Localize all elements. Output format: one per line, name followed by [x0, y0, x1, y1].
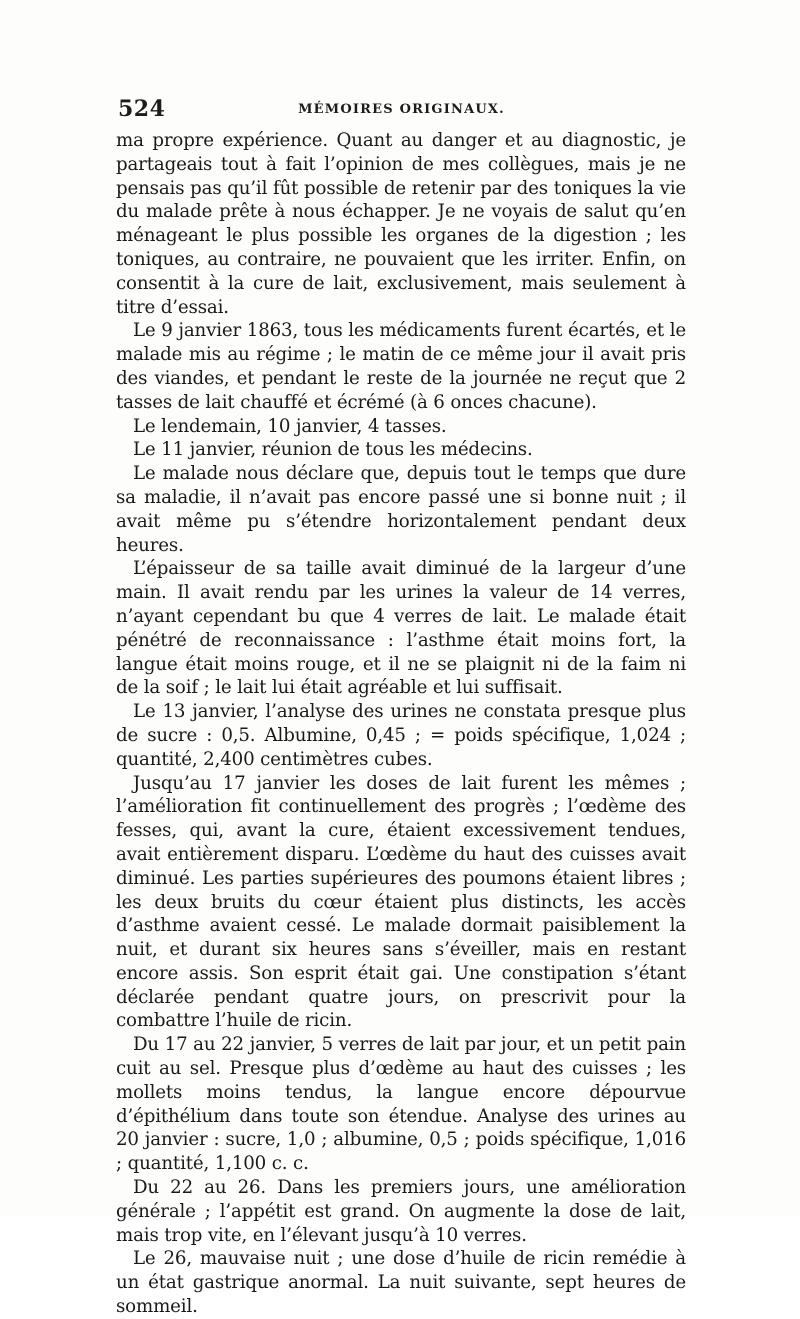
- paragraph-continuation: ma propre expérience. Quant au danger et au diagnostic, je partageais tout à fait l’opinion de mes collègues, mais je ne pensais pas qu’il fût possible de retenir par des toniques la vie du malade prête à nous échapper. Je ne voyais de salut qu’en ménageant le plus possible les organes de la digestion ; les toniques, au contraire, ne pouvaient que les irriter. Enfin, on consentit à la cure de lait, exclusivement, mais seulement à titre d’essai.: [116, 130, 686, 318]
- paragraph-malade-declare: Le malade nous déclare que, depuis tout le temps que dure sa maladie, il n’avait pas encore passé une si bonne nuit ; il avait même pu s’étendre horizontalement pendant deux heures.: [116, 463, 686, 556]
- paragraph-17-janvier: Jusqu’au 17 janvier les doses de lait furent les mêmes ; l’amélioration fit continuellement des progrès ; l’œdème des fesses, qui, avant la cure, étaient excessivement tendues, avait entièrement disparu. L’œdème du haut des cuisses avait diminué. Les parties supérieures des poumons étaient libres ; les deux bruits du cœur étaient plus distincts, les accès d’asthme avaient cessé. Le malade dormait paisiblement la nuit, et durant six heures sans s’éveiller, mais en restant encore assis. Son esprit était gai. Une constipation s’étant déclarée pendant quatre jours, on prescrivit pour la combattre l’huile de ricin.: [116, 772, 686, 1032]
- paragraph-26: Le 26, mauvaise nuit ; une dose d’huile de ricin remédie à un état gastrique anormal. La nuit suivante, sept heures de sommeil.: [116, 1248, 686, 1318]
- body-text: [116, 129, 686, 1319]
- page-number: 524: [118, 96, 166, 122]
- paragraph-9-janvier: Le 9 janvier 1863, tous les médicaments furent écartés, et le malade mis au régime ; le matin de ce même jour il avait pris des viandes, et pendant le reste de la journée ne reçut que 2 tasses de lait chauffé et écrémé (à 6 onces chacune).: [116, 320, 686, 413]
- page-header: [118, 96, 685, 120]
- paragraph-10-janvier: Le lendemain, 10 janvier, 4 tasses.: [133, 415, 447, 437]
- paragraph-11-janvier: Le 11 janvier, réunion de tous les médecins.: [133, 439, 533, 461]
- paragraph-17-au-22: Du 17 au 22 janvier, 5 verres de lait par jour, et un petit pain cuit au sel. Presque plus d’œdème au haut des cuisses ; les mollets moins tendus, la langue encore dépourvue d’épithélium dans toute son étendue. Analyse des urines au 20 janvier : sucre, 1,0 ; albumine, 0,5 ; poids spécifique, 1,016 ; quantité, 1,100 c. c.: [116, 1034, 686, 1175]
- paragraph-22-au-26: Du 22 au 26. Dans les premiers jours, une amélioration générale ; l’appétit est grand. On augmente la dose de lait, mais trop vite, en l’élevant jusqu’à 10 verres.: [116, 1177, 686, 1246]
- paragraph-13-janvier: Le 13 janvier, l’analyse des urines ne constata presque plus de sucre : 0,5. Albumine, 0,45 ; = poids spécifique, 1,024 ; quantité, 2,400 centimètres cubes.: [116, 701, 686, 770]
- paragraph-epaisseur-taille: L’épaisseur de sa taille avait diminué de la largeur d’une main. Il avait rendu par les urines la valeur de 14 verres, n’ayant cependant bu que 4 verres de lait. Le malade était pénétré de reconnaissance : l’asthme était moins fort, la langue était moins rouge, et il ne se plaignit ni de la faim ni de la soif ; le lait lui était agréable et lui suffisait.: [116, 558, 686, 699]
- running-head: MÉMOIRES ORIGINAUX.: [298, 102, 505, 117]
